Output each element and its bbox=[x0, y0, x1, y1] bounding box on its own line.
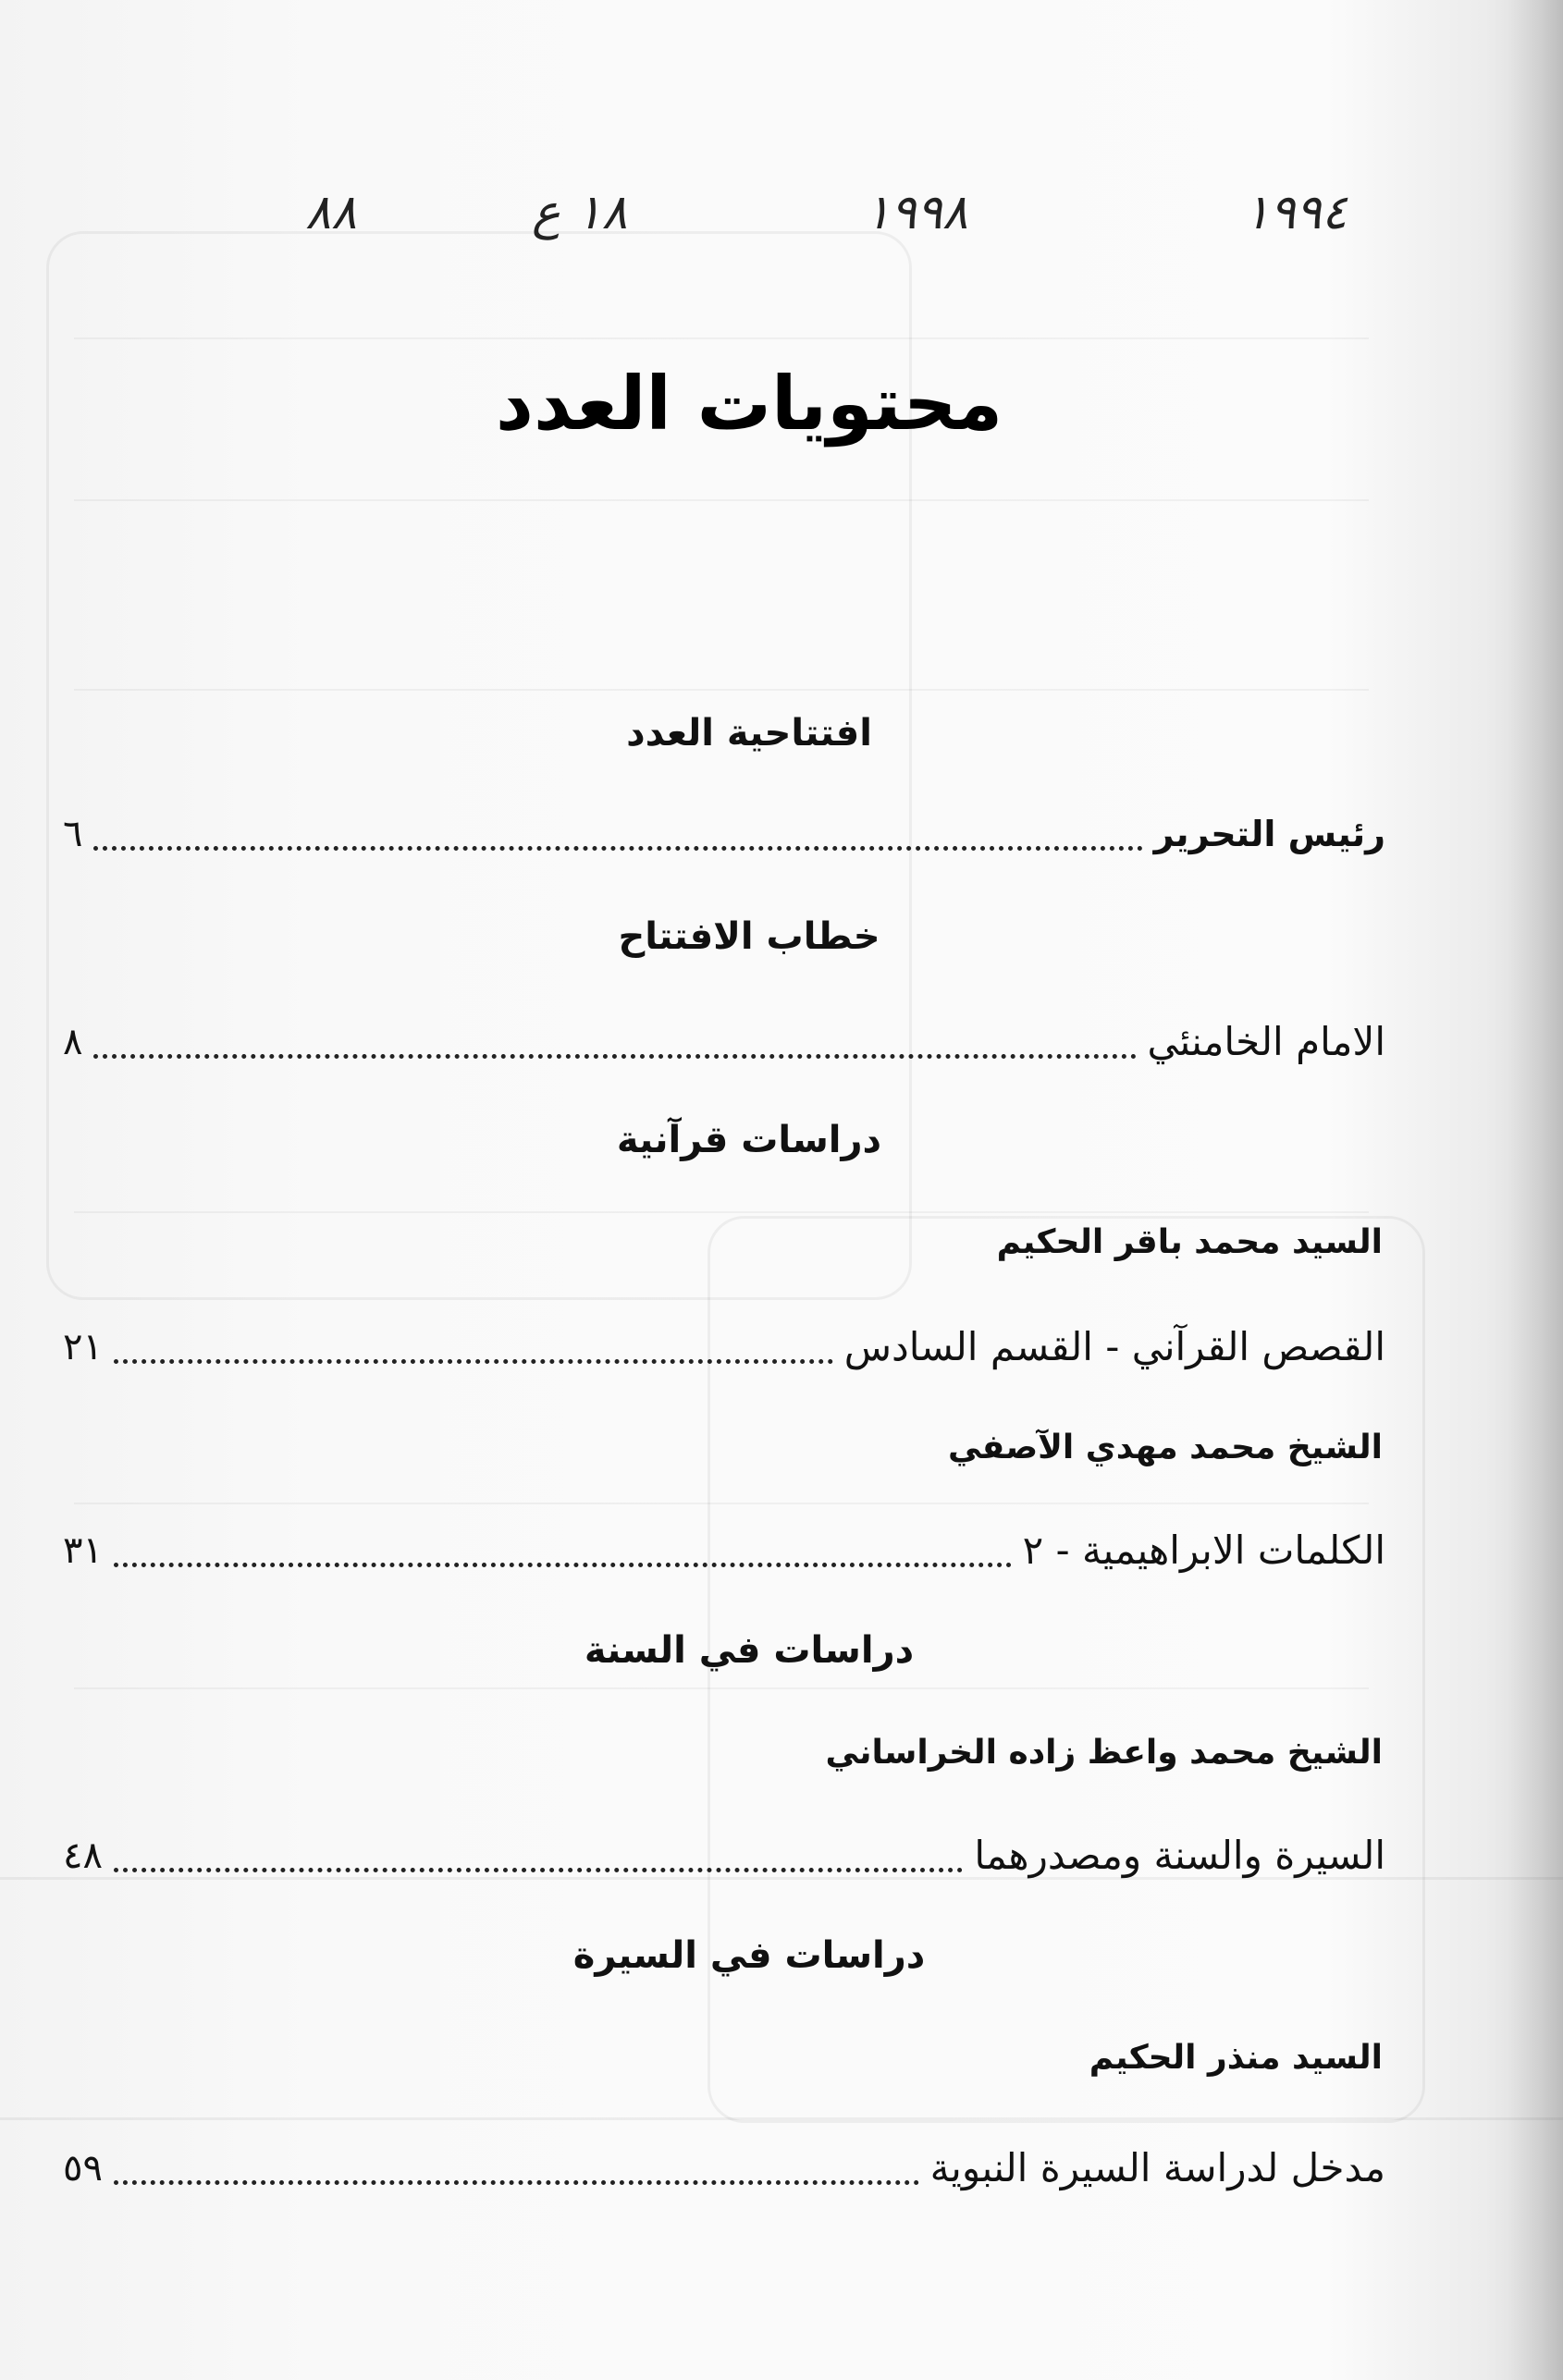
show-through-line bbox=[74, 499, 1369, 501]
section-heading: افتتاحية العدد bbox=[626, 712, 872, 754]
toc-entry-title: القصص القرآني - القسم السادس bbox=[843, 1324, 1385, 1369]
section-heading: دراسات في السيرة bbox=[572, 1934, 926, 1977]
section-heading: دراسات في السنة bbox=[584, 1629, 915, 1672]
section-heading: دراسات قرآنية bbox=[616, 1119, 882, 1161]
author-name: الشيخ محمد واعظ زاده الخراساني bbox=[825, 1734, 1383, 1772]
show-through-line bbox=[74, 1687, 1369, 1689]
toc-page-number: ٢١ bbox=[63, 1326, 103, 1368]
toc-entry-title: رئيس التحرير bbox=[1153, 814, 1385, 854]
handwritten-note-middle: ١٩٩٨ bbox=[865, 185, 968, 240]
show-through-line bbox=[74, 337, 1369, 339]
show-through-line bbox=[74, 1503, 1369, 1504]
toc-entry[interactable] bbox=[63, 804, 1385, 860]
toc-entry[interactable] bbox=[63, 1826, 1385, 1882]
author-name: السيد محمد باقر الحكيم bbox=[996, 1223, 1383, 1261]
dot-leader bbox=[93, 1054, 1136, 1059]
toc-entry[interactable] bbox=[63, 1318, 1385, 1373]
toc-entry[interactable] bbox=[63, 2139, 1385, 2194]
handwritten-note-right: ١٩٩٤ bbox=[1244, 185, 1348, 240]
toc-entry[interactable] bbox=[63, 1521, 1385, 1576]
handwritten-note-left: ١٨ ع bbox=[532, 185, 628, 240]
section-heading: خطاب الافتتاح bbox=[618, 915, 880, 958]
dot-leader bbox=[114, 1868, 963, 1872]
dot-leader bbox=[114, 1563, 1012, 1567]
dot-leader bbox=[93, 846, 1142, 851]
toc-page-number: ٦ bbox=[63, 813, 83, 855]
toc-page-number: ٤٨ bbox=[63, 1834, 103, 1877]
toc-entry-title: الامام الخامنئي bbox=[1147, 1019, 1385, 1064]
handwritten-note-far-left: ٨٨ bbox=[305, 185, 357, 240]
toc-entry[interactable] bbox=[63, 1012, 1385, 1068]
toc-entry-title: السيرة والسنة ومصدرهما bbox=[974, 1833, 1385, 1878]
page-title: محتويات العدد bbox=[495, 361, 1003, 447]
show-through-line bbox=[74, 689, 1369, 691]
author-name: الشيخ محمد مهدي الآصفي bbox=[947, 1429, 1383, 1466]
dot-leader bbox=[114, 2180, 919, 2185]
toc-page-number: ٨ bbox=[63, 1021, 83, 1063]
toc-page-number: ٣١ bbox=[63, 1529, 103, 1572]
toc-entry-title: مدخل لدراسة السيرة النبوية bbox=[929, 2145, 1385, 2190]
page-edge-shadow bbox=[1508, 0, 1563, 2380]
dot-leader bbox=[114, 1359, 833, 1364]
show-through-rule bbox=[0, 2117, 1563, 2120]
author-name: السيد منذر الحكيم bbox=[1089, 2039, 1383, 2077]
toc-page-number: ٥٩ bbox=[63, 2147, 103, 2190]
show-through-line bbox=[74, 1211, 1369, 1213]
toc-entry-title: الكلمات الابراهيمية - ٢ bbox=[1022, 1527, 1385, 1573]
